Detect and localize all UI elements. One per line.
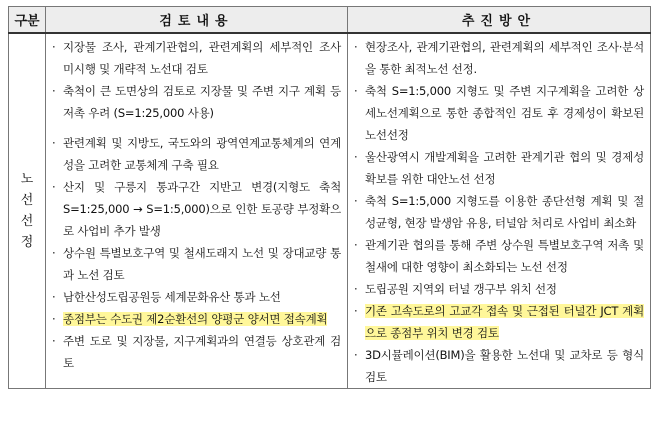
bullet-marker: · (52, 246, 56, 260)
plan-item (354, 80, 644, 146)
bullet-marker: · (354, 40, 358, 54)
plan-header: 추진방안 (348, 7, 651, 34)
review-item (52, 36, 341, 80)
bullet-marker: · (52, 290, 56, 304)
category-char: 선 (20, 214, 34, 229)
bullet-marker: · (52, 40, 56, 54)
plan-content-cell (348, 33, 651, 389)
category-header: 구분 (9, 7, 46, 34)
category-char: 선 (20, 193, 34, 208)
bullet-marker: · (52, 180, 56, 194)
header-row (9, 7, 651, 34)
review-item (52, 80, 341, 124)
review-table (8, 6, 651, 389)
review-item (52, 286, 341, 308)
bullet-marker: · (354, 348, 358, 362)
route-selection-row (9, 33, 651, 389)
bullet-marker: · (354, 304, 358, 318)
review-item-text: 축척이 큰 도면상의 검토로 지장물 및 주변 지구 계획 등 저촉 우려 (S=1:25,000 사용) (63, 84, 341, 120)
plan-item-text: 3D시뮬레이션(BIM)을 활용한 노선대 및 교차로 등 형식 검토 (365, 348, 644, 384)
review-item-text: 종점부는 수도권 제2순환선의 양평군 양서면 접속계획 (63, 312, 328, 326)
bullet-marker: · (52, 334, 56, 348)
review-item (52, 176, 341, 242)
plan-item (354, 278, 644, 300)
category-char: 노 (20, 172, 34, 187)
review-item (52, 242, 341, 286)
plan-item-text: 현장조사, 관계기관협의, 관련계획의 세부적인 조사·분석을 통한 최적노선 선정. (365, 40, 644, 76)
review-item-text: 상수원 특별보호구역 및 철새도래지 노선 및 장대교량 통과 노선 검토 (63, 246, 341, 282)
review-item-text: 관련계획 및 지방도, 국도와의 광역연계교통체계의 연계성을 고려한 교통체계 구축 필요 (63, 136, 341, 172)
plan-item-text: 축척 S=1:5,000 지형도 및 주변 지구계획을 고려한 상세노선계획으로 통한 종합적인 검토 후 경제성이 확보된 노선선정 (365, 84, 644, 142)
review-header: 검토내용 (46, 7, 348, 34)
bullet-marker: · (52, 136, 56, 150)
review-list (52, 36, 341, 374)
plan-item (354, 300, 644, 344)
category-label (21, 169, 34, 253)
bullet-marker: · (354, 238, 358, 252)
plan-item-text: 기존 고속도로의 고교각 접속 및 근접된 터널간 JCT 계획으로 종점부 위치 변경 검토 (365, 304, 644, 340)
plan-item-text: 울산광역시 개발계획을 고려한 관계기관 협의 및 경제성 확보를 위한 대안노선 선정 (365, 150, 644, 186)
review-item-text: 산지 및 구릉지 통과구간 지반고 변경(지형도 축척 S=1:25,000 → S=1:5,000)으로 인한 토공량 부정확으로 사업비 추가 발생 (63, 180, 341, 238)
category-cell (9, 33, 46, 389)
bullet-marker: · (354, 150, 358, 164)
plan-item-text: 관계기관 협의를 통해 주변 상수원 특별보호구역 저촉 및 철새에 대한 영향이 최소화되는 노선 선정 (365, 238, 644, 274)
category-char: 정 (20, 235, 34, 250)
bullet-marker: · (354, 84, 358, 98)
review-item-text: 주변 도로 및 지장물, 지구계획과의 연결등 상호관계 검토 (63, 334, 341, 370)
bullet-marker: · (52, 84, 56, 98)
plan-item (354, 234, 644, 278)
review-item (52, 308, 341, 330)
plan-item (354, 36, 644, 80)
review-item (52, 330, 341, 374)
review-item-text: 남한산성도립공원등 세계문화유산 통과 노선 (63, 290, 281, 304)
plan-list (354, 36, 644, 388)
review-item (52, 132, 341, 176)
bullet-marker: · (354, 194, 358, 208)
review-item-text: 지장물 조사, 관계기관협의, 관련계획의 세부적인 조사 미시행 및 개략적 노선대 검토 (63, 40, 341, 76)
plan-item (354, 344, 644, 388)
plan-item (354, 190, 644, 234)
plan-item-text: 도립공원 지역외 터널 갱구부 위치 선정 (365, 282, 557, 296)
plan-item (354, 146, 644, 190)
review-content-cell (46, 33, 348, 389)
bullet-marker: · (52, 312, 56, 326)
bullet-marker: · (354, 282, 358, 296)
plan-item-text: 축척 S=1:5,000 지형도를 이용한 종단선형 계획 및 절성균형, 현장 발생암 유용, 터널암 처리로 사업비 최소화 (365, 194, 644, 230)
